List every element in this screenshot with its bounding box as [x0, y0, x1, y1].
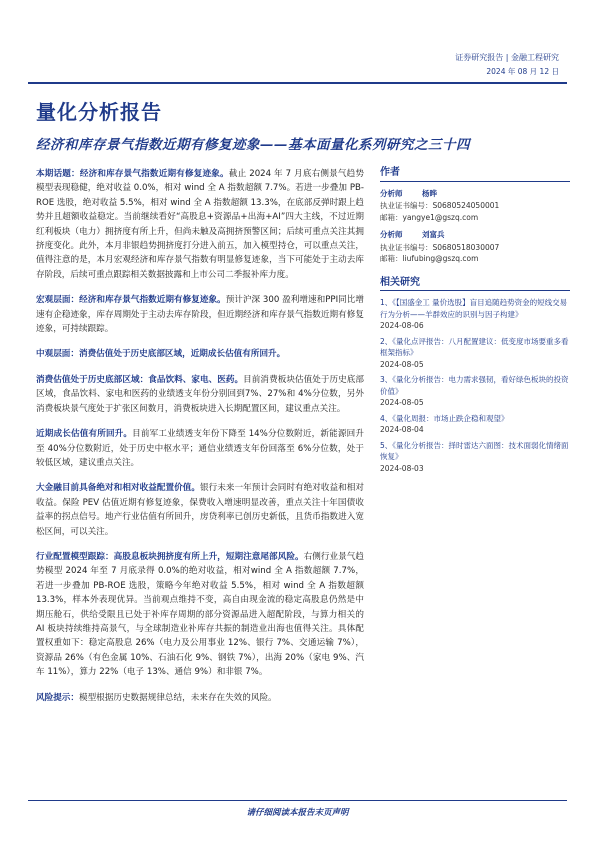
author-email[interactable]: 邮箱：liufubing@gszq.com — [380, 254, 479, 263]
paragraph-text: 目前消费板块估值处于历史底部区域，食品饮料、家电和医药的业绩透支年份分别回到7%、27%和 4%分位数，另外消费板块景气度处于扩张区间数月，消费板块进入长期配置区间，建议重点关注。 — [36, 374, 364, 414]
paragraph-consumer — [36, 373, 364, 416]
footer-divider — [28, 800, 567, 801]
paragraph-text: 银行未来一年预计会同时有绝对收益和相对收益。保险 PEV 估值近期有修复迹象，保费收入增速明显改善，重点关注十年国债收益率的拐点信号。地产行业估值有所回升，房贷利率已创历史新低，且货币指数进入宽松区间，可以关注。 — [36, 483, 364, 537]
related-title[interactable]: 3、《量化分析报告：电力需求强韧，看好绿色板块的投资价值》 — [380, 375, 569, 396]
paragraph-text: 预计沪深 300 盈利增速和PPI同比增速有企稳迹象，库存周期处于主动去库存阶段，但近期经济和库存景气指数近期有修复迹象，可持续跟踪。 — [36, 295, 364, 335]
related-date: 2024-08-05 — [380, 398, 424, 407]
page-title: 量化分析报告 — [36, 100, 162, 124]
paragraph-label: 本期话题：经济和库存景气指数近期有修复迹象。 — [36, 169, 229, 179]
main-body — [36, 167, 364, 716]
author-card — [380, 229, 570, 265]
related-date: 2024-08-06 — [380, 321, 424, 330]
author-name: 刘富兵 — [422, 230, 445, 239]
report-type: 证券研究报告 | 金融工程研究 — [455, 53, 559, 62]
author-role: 分析师 — [380, 230, 403, 239]
paragraph-text: 截止 2024 年 7 月底右侧景气趋势模型表现稳健，绝对收益 0.0%，相对 wind 全 A 指数超额 7.7%。若进一步叠加 PB-ROE 选股，绝对收益 5.5%，相对 wind 全 A 指数超额 13.3%，在底部反弹时跟上趋势并且超额收益稳定。当前继续看好“高股息+资源品+出海+AI”四大主线，不过近期红利板块（电力）拥挤度有所上升，但尚未触及高拥挤预警区间；后续可重点关注其拥挤度变化。此外，本月非银趋势拥挤度打分进入前五，加入模型持仓，可以重点关注，值得注意的是，本月宏观经济和库存景气指数有明显修复迹象，当下可能处于主动去库存阶段，后续可重点跟踪相关数据披露和上市公司二季报补库力度。 — [36, 169, 364, 280]
related-title[interactable]: 4、《量化周报：市场止跌企稳和观望》 — [380, 413, 509, 423]
related-item[interactable] — [380, 336, 570, 371]
report-date: 2024 年 08 月 12 日 — [486, 67, 559, 76]
related-title[interactable]: 5、《量化分析报告：择时雷达六面图：技术面弱化情绪面恢复》 — [380, 440, 569, 461]
page-subtitle: 经济和库存景气指数近期有修复迹象——基本面量化系列研究之三十四 — [36, 137, 470, 153]
author-card — [380, 188, 570, 224]
paragraph-label: 大金融目前具备绝对和相对收益配置价值。 — [36, 483, 201, 494]
author-role: 分析师 — [380, 188, 403, 198]
related-date: 2024-08-04 — [380, 425, 424, 434]
author-license: 执业证书编号：S0680518030007 — [380, 242, 500, 252]
authors-heading: 作者 — [380, 167, 570, 182]
paragraph-risk — [36, 691, 364, 705]
related-item[interactable] — [380, 440, 570, 475]
author-name: 杨晔 — [422, 188, 437, 198]
paragraph-meso — [36, 347, 364, 361]
paragraph-text: 目前军工业绩透支年份下降至 14%分位数附近，新能源回升至 40%分位数附近，处于历史中枢水平；通信业绩透支年份回落至 6%分位数，处于较低区域，建议重点关注。 — [36, 429, 364, 468]
paragraph-label: 消费估值处于历史底部区域：食品饮料、家电、医药。 — [36, 374, 244, 385]
paragraph-growth — [36, 427, 364, 470]
related-date: 2024-08-05 — [380, 359, 424, 369]
paragraph-topic — [36, 167, 364, 282]
paragraph-label: 行业配置模型跟踪：高股息板块拥挤度有所上升，短期注意尾部风险。 — [36, 551, 304, 562]
related-title[interactable]: 1、《【国盛金工 量价选股】盲目追随趋势资金的短线交易行为分析——羊群效应的识别与因子构建》 — [380, 298, 568, 319]
related-item[interactable] — [380, 374, 570, 409]
sidebar — [380, 167, 570, 478]
header-divider — [28, 82, 567, 84]
paragraph-finance — [36, 481, 364, 539]
related-item[interactable] — [380, 297, 570, 332]
paragraph-text: 右侧行业景气趋势模型 2024 年至 7 月底录得 0.0%的绝对收益，相对wind 全 A 指数超额 7.7%，若进一步叠加 PB-ROE 选股，策略今年绝对收益 5.5%，相对 wind 全 A 指数超额 13.3%，样本外表现优异。当前观点维持不变，高自由现金流的稳定高股息仍然是中期压舱石，供给受限且已处于补库存周期的部分资源品进入超配阶段，与算力相关的 AI 板块持续维持高景气，与全球制造业补库存共振的制造业出海也值得关注。具体配置权重如下：稳定高股息 26%（电力及公用事业 12%、银行 7%、交通运输 7%），资源品 26%（有色金属 10%、石油石化 9%、钢铁 7%），出海 20%（家电 9%、汽车 11%），算力 22%（电子 13%、通信 9%）和非银 7%。 — [36, 551, 364, 678]
author-license: 执业证书编号：S0680524050001 — [380, 201, 500, 210]
paragraph-model — [36, 550, 364, 680]
paragraph-text: 模型根据历史数据规律总结，未来存在失效的风险。 — [78, 692, 277, 703]
related-heading: 相关研究 — [380, 277, 570, 292]
paragraph-label: 中观层面：消费估值处于历史底部区域，近期成长估值有所回升。 — [36, 349, 286, 360]
paragraph-label: 宏观层面：经济和库存景气指数近期有修复迹象。 — [36, 295, 226, 306]
related-date: 2024-08-03 — [380, 463, 424, 473]
related-title[interactable]: 2、《量化点评报告：八月配置建议：低变度市场要重多看框架指标》 — [380, 336, 569, 357]
related-item[interactable] — [380, 413, 570, 436]
paragraph-macro — [36, 293, 364, 336]
paragraph-label: 风险提示： — [36, 692, 79, 703]
paragraph-label: 近期成长估值有所回升。 — [36, 429, 133, 440]
footer-disclaimer: 请仔细阅读本报告末页声明 — [246, 808, 349, 818]
author-email[interactable]: 邮箱：yangye1@gszq.com — [380, 212, 479, 222]
